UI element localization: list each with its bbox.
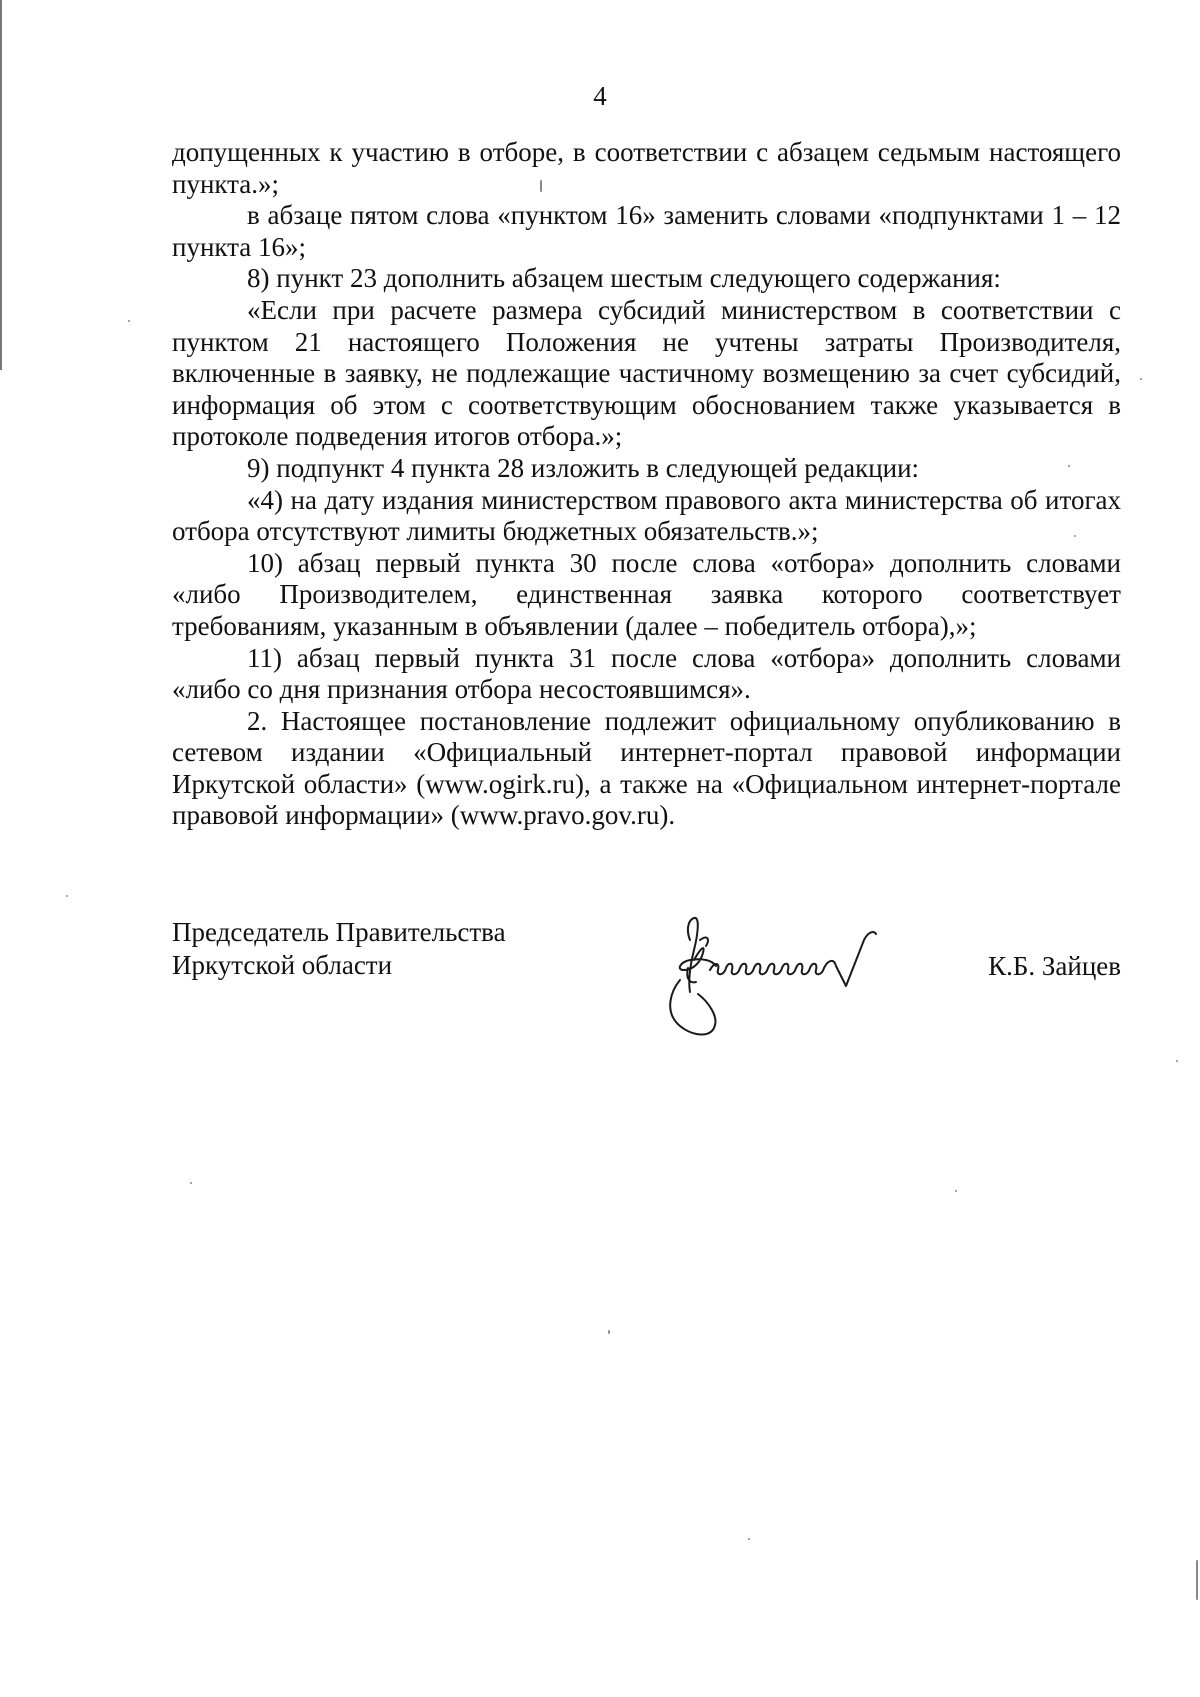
scan-speck	[1176, 1060, 1178, 1062]
scan-speck	[608, 1330, 610, 1334]
paragraph-9: 2. Настоящее постановление подлежит официальному опубликованию в сетевом издании «Официальный интернет-портал правовой информации Иркутской области» (www.ogirk.ru), а также на «Официальном интернет-портале правовой информации» (www.pravo.gov.ru).	[172, 705, 1121, 831]
paragraph-5: 9) подпункт 4 пункта 28 изложить в следующей редакции:	[247, 452, 920, 483]
scan-speck	[1140, 378, 1142, 380]
paragraph-4: «Если при расчете размера субсидий министерством в соответствии с пунктом 21 настоящего Положения не учтены затраты Производителя, включенные в заявку, не подлежащие частичному возмещению за счет субсидий, информация об этом с соответствующим обоснованием также указывается в протоколе подведения итогов отбора.»;	[172, 294, 1121, 452]
scan-speck	[748, 1538, 750, 1540]
signer-title-line-2: Иркутской области	[172, 950, 393, 980]
scan-speck	[66, 895, 68, 897]
signer-title	[172, 916, 506, 982]
scan-speck	[1196, 1560, 1198, 1600]
scan-edge	[0, 0, 2, 370]
page-number: 4	[593, 81, 607, 111]
paragraph-3: 8) пункт 23 дополнить абзацем шестым следующего содержания:	[247, 263, 1001, 294]
paragraph-8: 11) абзац первый пункта 31 после слова «отбора» дополнить словами «либо со дня признания отбора несостоявшимся».	[172, 642, 1121, 705]
paragraph-7: 10) абзац первый пункта 30 после слова «отбора» дополнить словами «либо Производителем, единственная заявка которого соответствует требованиям, указанным в объявлении (далее – победитель отбора),»;	[172, 547, 1121, 641]
scan-speck	[955, 1190, 957, 1192]
signature-block	[172, 916, 1121, 1036]
paragraph-1: допущенных к участию в отборе, в соответствии с абзацем седьмым настоящего пункта.»;	[172, 137, 1121, 199]
signer-title-line-1: Председатель Правительства	[172, 917, 506, 947]
paragraph-2: в абзаце пятом слова «пунктом 16» заменить словами «подпунктами 1 – 12 пункта 16»;	[172, 200, 1121, 262]
scan-speck	[1074, 535, 1076, 537]
scan-speck	[128, 320, 130, 322]
scan-speck	[1068, 465, 1070, 467]
handwritten-signature	[650, 900, 910, 1050]
paragraph-6: «4) на дату издания министерством правового акта министерства об итогах отбора отсутствуют лимиты бюджетных обязательств.»;	[172, 484, 1121, 547]
scan-speck	[190, 1182, 192, 1184]
document-body	[172, 137, 1121, 832]
signer-name: К.Б. Зайцев	[988, 951, 1121, 981]
scan-speck	[540, 180, 542, 192]
